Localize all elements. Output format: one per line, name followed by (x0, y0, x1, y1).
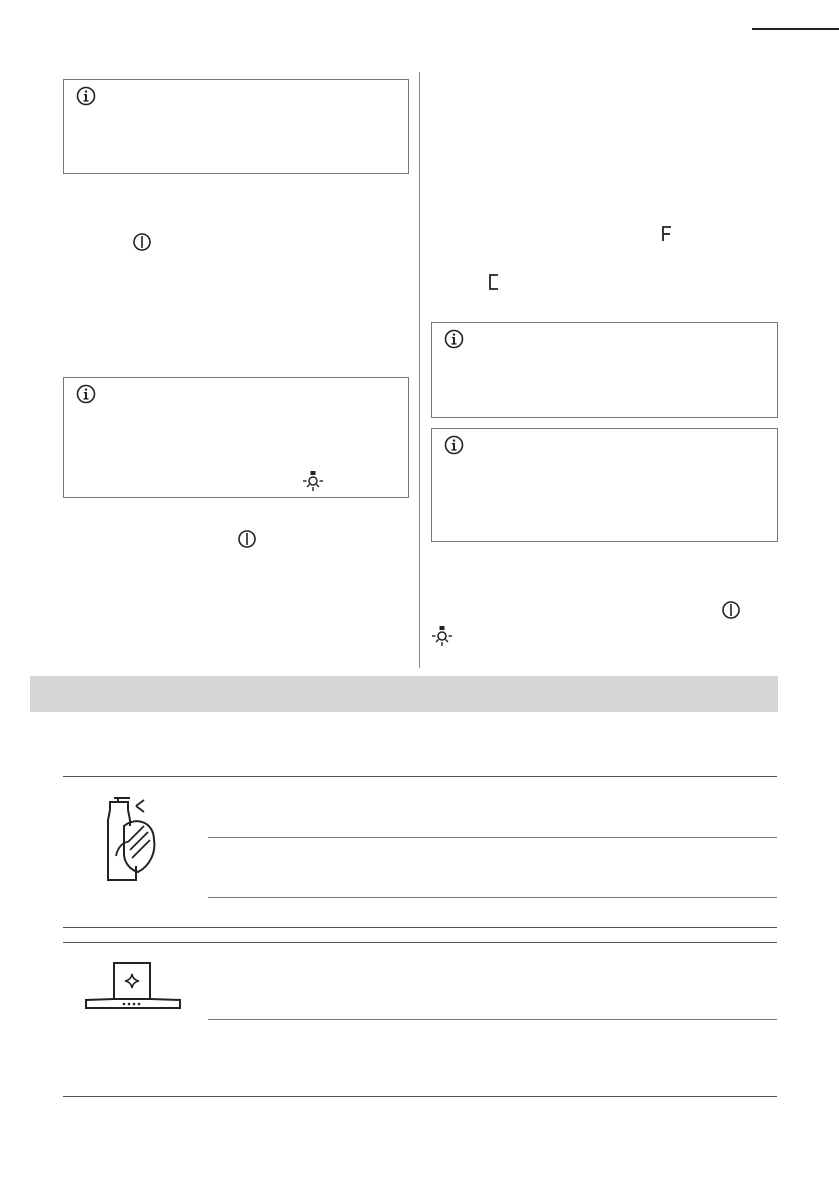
table-rule (208, 837, 777, 838)
info-note-box-3 (431, 322, 778, 418)
info-icon (76, 86, 96, 106)
table-rule (63, 942, 777, 943)
info-note-box-1 (63, 79, 409, 174)
cooker-hood-sparkle-icon (84, 962, 182, 1012)
power-icon (721, 600, 741, 620)
power-icon (237, 529, 257, 549)
power-icon (132, 232, 152, 252)
column-divider (419, 72, 420, 668)
top-right-rule (752, 28, 839, 30)
filter-c-display-icon (488, 273, 500, 291)
table-rule (208, 897, 777, 898)
spray-cloth-cleaning-icon (96, 796, 160, 884)
filter-f-display-icon (661, 225, 673, 243)
table-rule (63, 776, 777, 777)
table-rule (208, 1019, 777, 1020)
info-icon (444, 329, 464, 349)
info-icon (444, 435, 464, 455)
light-icon (431, 625, 453, 647)
info-note-box-2 (63, 377, 409, 498)
table-rule (63, 927, 777, 928)
table-rule (63, 1096, 777, 1097)
section-header-banner (30, 676, 778, 712)
info-note-box-4 (431, 428, 778, 542)
info-icon (76, 384, 96, 404)
light-icon (302, 470, 324, 492)
